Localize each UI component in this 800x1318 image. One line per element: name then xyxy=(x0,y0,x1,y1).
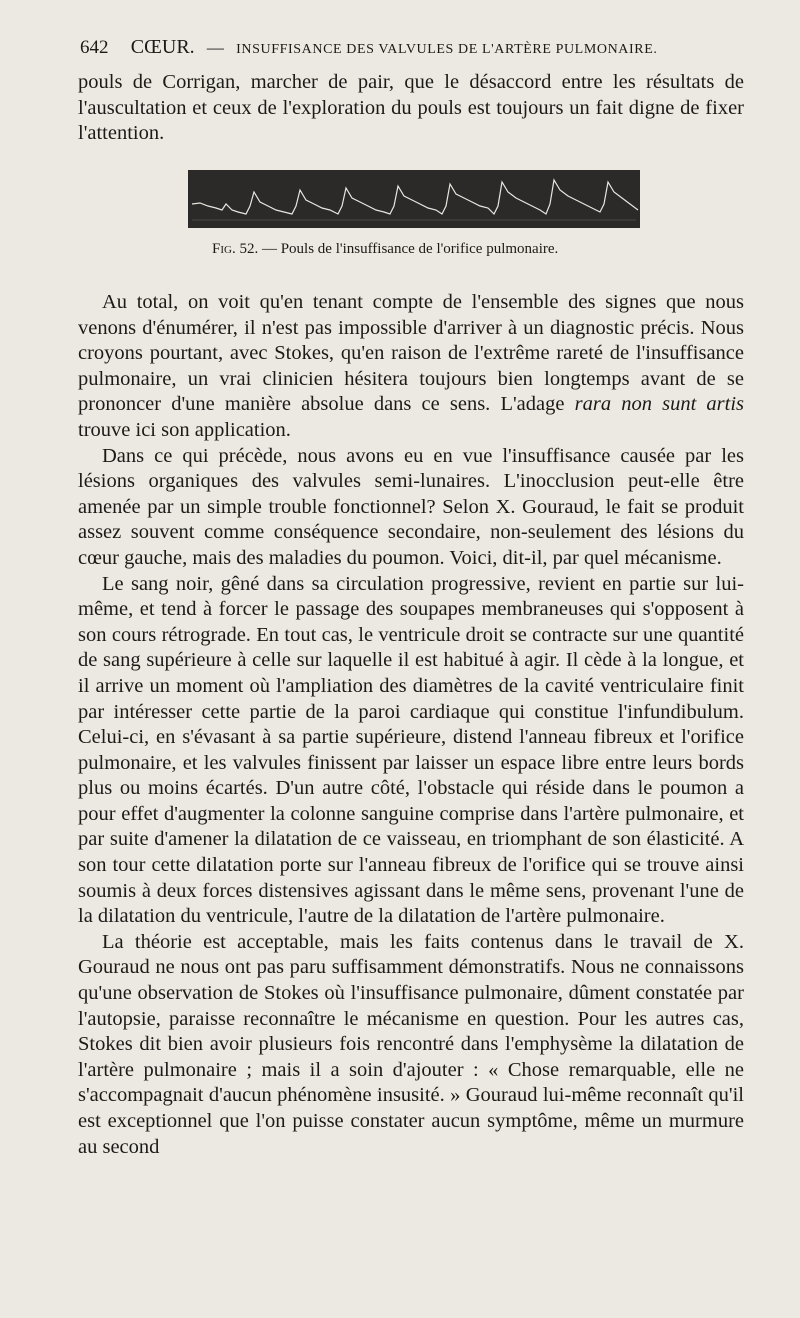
latin-adage: rara non sunt artis xyxy=(574,393,744,416)
intro-text-block xyxy=(78,70,744,147)
pulse-trace-line xyxy=(192,180,638,214)
page-number: 642 xyxy=(80,37,109,58)
section-title: CŒUR. xyxy=(130,36,195,58)
paragraph-4: La théorie est acceptable, mais les faits contenus dans le travail de X. Gouraud ne nous ont pas paru suffisamment démonstratifs. Nous ne connaissons qu'une observation de Stokes où l'insuffisance pulmonaire, dûment constatée par l'autopsie, paraisse reconnaître le mécanisme en question. Pour les autres cas, Stokes dit bien avoir plusieurs fois rencontré dans l'emphysème la dilatation de l'artère pulmonaire ; mais il a soin d'ajouter : « Chose remarquable, elle ne s'accompagnait d'aucun phénomène insusité. » Gouraud lui-même reconnaît qu'il est exceptionnel que l'on puisse constater aucun symptôme, même un murmure au second xyxy=(78,930,744,1158)
header-dash: — xyxy=(206,38,224,57)
figure-label: Fig. 52. xyxy=(212,241,259,257)
pulse-tracing-figure xyxy=(188,170,640,228)
running-header xyxy=(80,36,740,59)
paragraph-1 xyxy=(78,290,744,444)
figure-caption-text: — Pouls de l'insuffisance de l'orifice pulmonaire. xyxy=(261,241,559,257)
main-text-block xyxy=(78,290,744,1160)
paragraph-1-text: Au total, on voit qu'en tenant compte de l'ensemble des signes que nous venons d'énumérer, il n'est pas impossible d'arriver à un diagnostic précis. Nous croyons pourtant, avec Stokes, qu'en raison de l'extrême rareté de l'insuffisance pulmonaire, un vrai clinicien hésitera toujours bien longtemps avant de se prononcer d'une manière absolue dans ce sens. L'adage xyxy=(78,291,744,416)
figure-caption xyxy=(212,241,632,258)
paragraph-1-end: trouve ici son application. xyxy=(78,418,291,441)
pulse-tracing xyxy=(188,170,640,228)
paragraph-3: Le sang noir, gêné dans sa circulation progressive, revient en partie sur lui-même, et tend à forcer le passage des soupapes membraneuses qui s'opposent à son cours rétrograde. En tout cas, le ventricule droit se contracte sur une quantité de sang supérieure à celle sur laquelle il est habitué à agir. Il cède à la longue, et il arrive un moment où l'ampliation des diamètres de la cavité ventriculaire finit par intéresser cette partie de la paroi cardiaque qui constitue l'infundibulum. Celui-ci, en s'évasant à sa partie supérieure, distend l'anneau fibreux et l'orifice pulmonaire, et les valvules finissent par laisser un espace libre entre leurs bords plus ou moins écartés. D'un autre côté, l'obstacle qui réside dans le poumon a pour effet d'augmenter la colonne sanguine comprise dans l'artère pulmonaire, et par suite d'amener la dilatation de ce vaisseau, en triomphant de son élasticité. A son tour cette dilatation porte sur l'anneau fibreux de l'orifice qui se trouve ainsi soumis à deux forces distensives agissant dans le même sens, provenant l'une de la dilatation du ventricule, l'autre de la dilatation de l'artère pulmonaire. xyxy=(78,572,744,928)
paragraph-2: Dans ce qui précède, nous avons eu en vue l'insuffisance causée par les lésions organiques des valvules semi-lunaires. L'inocclusion peut-elle être amenée par un simple trouble fonctionnel? Selon X. Gouraud, le fait se produit assez souvent comme conséquence secondaire, non-seulement des lésions du cœur gauche, mais des maladies du poumon. Voici, dit-il, par quel mécanisme. xyxy=(78,444,744,569)
intro-paragraph: pouls de Corrigan, marcher de pair, que le désaccord entre les résultats de l'auscultation et ceux de l'exploration du pouls est toujours un fait digne de fixer l'attention. xyxy=(78,71,744,145)
header-subtitle: INSUFFISANCE DES VALVULES DE L'ARTÈRE PULMONAIRE. xyxy=(236,42,658,57)
